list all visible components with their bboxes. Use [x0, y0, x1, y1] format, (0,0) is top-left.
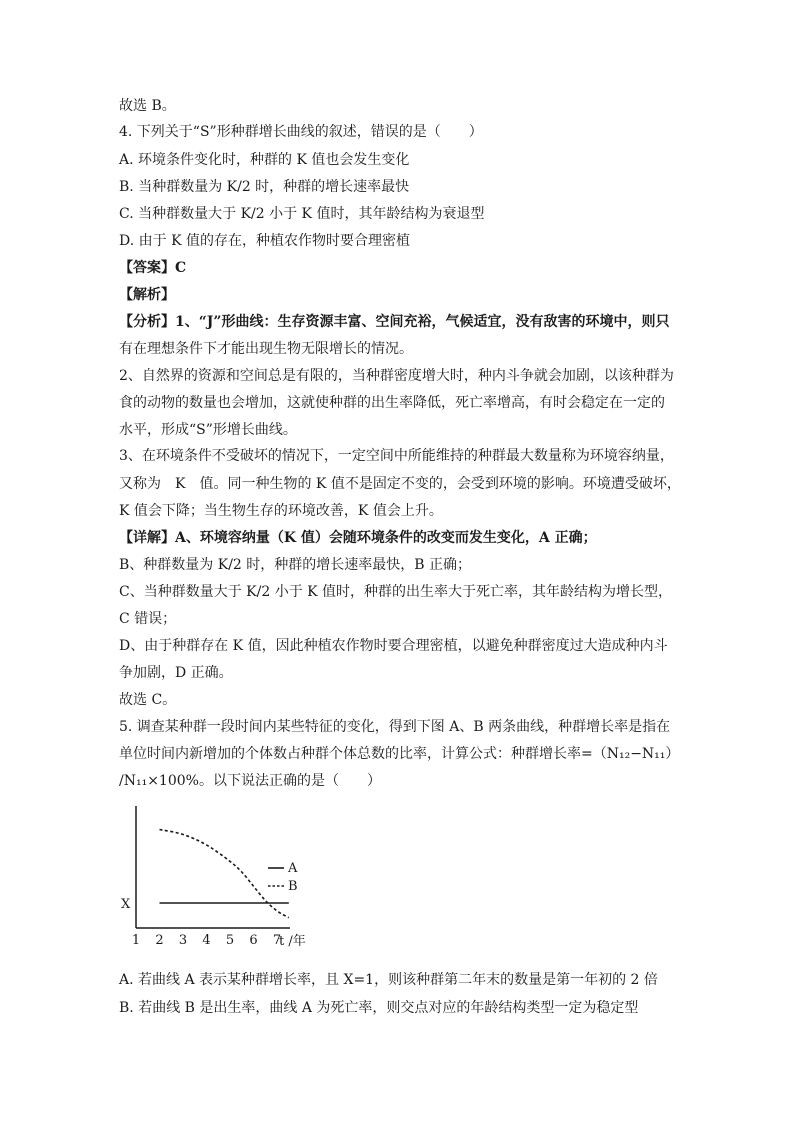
- text-line: D、由于种群存在 K 值，因此种植农作物时要合理密植，以避免种群密度过大造成种内斗: [119, 638, 668, 654]
- option-line: B. 若曲线 B 是出生率，曲线 A 为死亡率，则交点对应的年龄结构类型一定为稳定型: [119, 1000, 639, 1016]
- series-b-curve: [160, 830, 289, 918]
- growth-rate-figure: [118, 802, 318, 952]
- text-line: 【详解】A、环境容纳量（K 值）会随环境条件的改变而发生变化，A 正确；: [119, 530, 597, 546]
- text-line: C、当种群数量大于 K/2 小于 K 值时，种群的出生率大于死亡率，其年龄结构为增长型，: [119, 584, 673, 600]
- growth-rate-chart: [118, 802, 318, 952]
- x-tick-label: 2: [155, 933, 164, 948]
- text-line: 食的动物的数量也会增加，这就使种群的出生率降低，死亡率增高，有时会稳定在一定的: [119, 395, 665, 411]
- text-line: 争加剧，D 正确。: [119, 665, 233, 681]
- x-tick-label: 1: [131, 933, 141, 948]
- text-line: B、种群数量为 K/2 时，种群的增长速率最快，B 正确；: [119, 557, 472, 573]
- x-axis-label: t /年: [279, 934, 306, 949]
- text-line: /N₁₁×100%。以下说法正确的是（ ）: [119, 773, 381, 789]
- x-tick-label: 6: [249, 933, 258, 948]
- text-line: 单位时间内新增加的个体数占种群个体总数的比率，计算公式：种群增长率=（N₁₂−N₁₁）: [119, 746, 680, 762]
- text-line: 水平，形成“S”形增长曲线。: [119, 422, 297, 438]
- text-line: B. 当种群数量为 K/2 时，种群的增长速率最快: [119, 179, 410, 195]
- option-line: A. 若曲线 A 表示某种群增长率，且 X=1，则该种群第二年末的数量是第一年初的 2 倍: [119, 972, 658, 988]
- text-line: 2、自然界的资源和空间总是有限的，当种群密度增大时，种内斗争就会加剧，以该种群为: [119, 368, 674, 384]
- x-tick-label: 3: [178, 933, 188, 948]
- text-line: 又称为 K 值。同一种生物的 K 值不是固定不变的，会受到环境的影响。环境遭受破坏，: [119, 476, 681, 492]
- text-line: 有在理想条件下才能出现生物无限增长的情况。: [119, 341, 413, 357]
- x-tick-label: 7: [272, 933, 282, 948]
- text-line: 3、在环境条件不受破坏的情况下，一定空间中所能维持的种群最大数量称为环境容纳量，: [119, 448, 674, 464]
- text-line: 4. 下列关于“S”形种群增长曲线的叙述，错误的是（ ）: [119, 124, 483, 140]
- text-line: 5. 调查某种群一段时间内某些特征的变化，得到下图 A、B 两条曲线，种群增长率是指在: [119, 719, 671, 735]
- text-line: A. 环境条件变化时，种群的 K 值也会发生变化: [119, 152, 410, 168]
- legend-b-label: B: [288, 879, 298, 894]
- text-line: 故选 C。: [119, 692, 177, 708]
- text-line: C. 当种群数量大于 K/2 小于 K 值时，其年龄结构为衰退型: [119, 206, 485, 222]
- text-line: 【分析】1、“J”形曲线：生存资源丰富、空间充裕，气候适宜，没有敌害的环境中，则只: [119, 314, 670, 330]
- text-line: C 错误；: [119, 611, 177, 627]
- legend-a-label: A: [288, 861, 298, 876]
- x-tick-label: 5: [225, 933, 235, 948]
- text-line: D. 由于 K 值的存在，种植农作物时要合理密植: [119, 233, 410, 249]
- text-line: 【解析】: [119, 287, 175, 303]
- text-line: 【答案】C: [119, 260, 187, 276]
- y-tick-label: X: [121, 897, 131, 912]
- text-line: 故选 B。: [119, 98, 176, 114]
- x-tick-label: 4: [202, 933, 211, 948]
- text-line: K 值会下降；当生物生存的环境改善，K 值会上升。: [119, 503, 443, 519]
